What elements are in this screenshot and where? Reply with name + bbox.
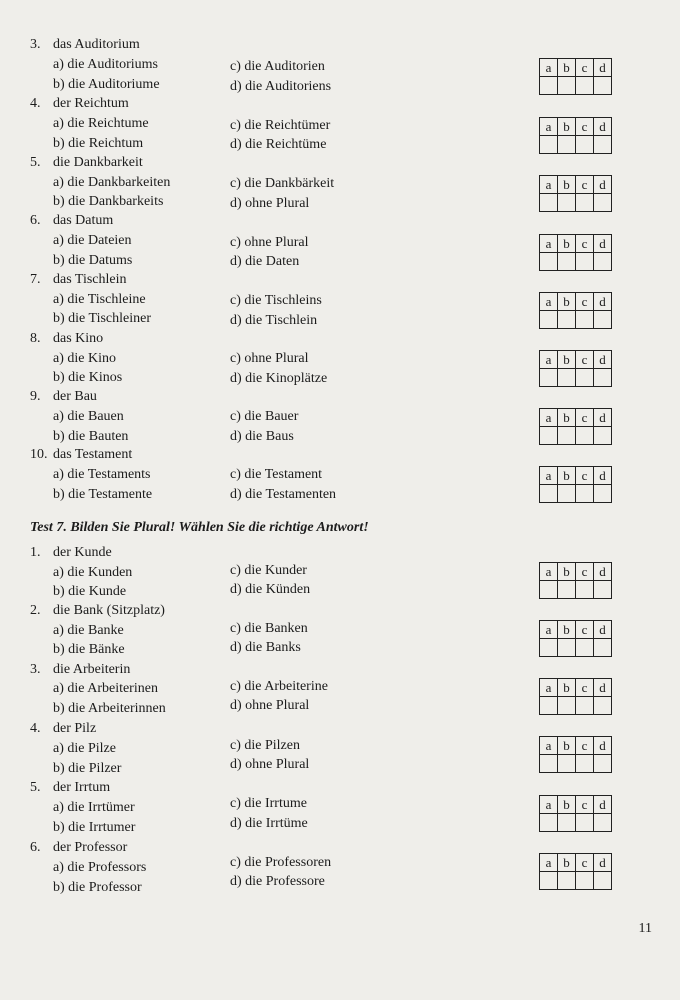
option-b: b) die Auditoriume [53,77,160,92]
answer-box-c[interactable] [576,311,594,329]
option-b: b) die Pilzer [53,761,122,776]
option-c: c) die Irrtume [230,796,307,811]
answer-box-c[interactable] [576,253,594,271]
option-d: d) die Daten [230,254,300,269]
option-c: c) die Banken [230,621,308,636]
answer-grid[interactable] [539,292,612,329]
answer-label-a: a [540,467,558,485]
option-b: b) die Bänke [53,642,125,657]
answer-label-b: b [558,176,576,194]
option-c: c) die Tischleins [230,293,322,308]
answer-box-b[interactable] [558,194,576,212]
answer-box-d[interactable] [594,697,612,715]
answer-label-c: c [576,293,594,311]
item-word: der Bau [53,389,97,404]
answer-label-b: b [558,59,576,77]
option-d: d) die Testamenten [230,487,337,502]
answer-box-a[interactable] [540,581,558,599]
option-c: c) die Auditorien [230,59,325,74]
answer-label-b: b [558,409,576,427]
answer-grid[interactable] [539,736,612,773]
option-d: d) die Banks [230,640,301,655]
item-number: 1. [30,545,41,560]
answer-box-a[interactable] [540,427,558,445]
option-c: c) ohne Plural [230,235,309,250]
answer-box-d[interactable] [594,194,612,212]
answer-box-a[interactable] [540,755,558,773]
page-number: 11 [638,921,652,936]
answer-label-a: a [540,118,558,136]
answer-box-d[interactable] [594,136,612,154]
answer-box-c[interactable] [576,136,594,154]
answer-label-d: d [594,176,612,194]
answer-box-a[interactable] [540,194,558,212]
option-a: a) die Kino [53,351,116,366]
answer-label-a: a [540,409,558,427]
answer-box-d[interactable] [594,485,612,503]
answer-label-d: d [594,293,612,311]
answer-label-a: a [540,563,558,581]
answer-label-d: d [594,796,612,814]
option-d: d) die Auditoriens [230,79,332,94]
answer-box-c[interactable] [576,485,594,503]
answer-box-d[interactable] [594,77,612,95]
answer-label-c: c [576,854,594,872]
answer-label-d: d [594,563,612,581]
answer-label-b: b [558,737,576,755]
option-d: d) ohne Plural [230,757,310,772]
answer-box-c[interactable] [576,194,594,212]
option-b: b) die Reichtum [53,136,144,151]
answer-box-a[interactable] [540,77,558,95]
answer-label-b: b [558,621,576,639]
option-d: d) die Kinoplätze [230,371,328,386]
option-c: c) die Reichtümer [230,118,331,133]
answer-label-a: a [540,796,558,814]
item-number: 10. [30,447,48,462]
option-c: c) die Testament [230,467,323,482]
option-d: d) ohne Plural [230,698,310,713]
answer-grid[interactable] [539,408,612,445]
option-a: a) die Irrtümer [53,800,135,815]
option-c: c) die Bauer [230,409,299,424]
answer-label-c: c [576,59,594,77]
answer-label-c: c [576,737,594,755]
answer-box-d[interactable] [594,581,612,599]
answer-label-c: c [576,796,594,814]
item-word: der Reichtum [53,96,129,111]
answer-label-c: c [576,563,594,581]
option-b: b) die Tischleiner [53,311,151,326]
answer-box-c[interactable] [576,697,594,715]
option-d: d) ohne Plural [230,196,310,211]
item-number: 3. [30,662,41,677]
answer-box-b[interactable] [558,427,576,445]
answer-box-b[interactable] [558,639,576,657]
answer-box-c[interactable] [576,77,594,95]
option-c: c) die Professoren [230,855,332,870]
option-a: a) die Bauen [53,409,124,424]
answer-box-b[interactable] [558,697,576,715]
answer-label-d: d [594,235,612,253]
answer-grid[interactable] [539,795,612,832]
option-d: d) die Reichtüme [230,137,327,152]
item-word: das Auditorium [53,37,140,52]
option-a: a) die Pilze [53,741,116,756]
answer-box-c[interactable] [576,814,594,832]
answer-label-d: d [594,679,612,697]
answer-grid[interactable] [539,562,612,599]
answer-box-b[interactable] [558,136,576,154]
answer-label-b: b [558,563,576,581]
item-number: 6. [30,213,41,228]
answer-box-c[interactable] [576,872,594,890]
answer-box-d[interactable] [594,427,612,445]
answer-box-b[interactable] [558,311,576,329]
option-b: b) die Bauten [53,429,129,444]
answer-label-d: d [594,351,612,369]
option-c: c) die Kunder [230,563,307,578]
answer-box-b[interactable] [558,77,576,95]
answer-box-c[interactable] [576,755,594,773]
option-c: c) ohne Plural [230,351,309,366]
answer-box-b[interactable] [558,485,576,503]
answer-label-c: c [576,235,594,253]
option-c: c) die Dankbärkeit [230,176,335,191]
answer-label-a: a [540,351,558,369]
option-a: a) die Arbeiterinen [53,681,158,696]
item-word: das Testament [53,447,133,462]
item-word: die Dankbarkeit [53,155,143,170]
answer-box-a[interactable] [540,485,558,503]
answer-box-b[interactable] [558,253,576,271]
answer-box-a[interactable] [540,311,558,329]
option-a: a) die Dankbarkeiten [53,175,171,190]
answer-label-b: b [558,679,576,697]
option-a: a) die Testaments [53,467,151,482]
test7-heading: Test 7. Bilden Sie Plural! Wählen Sie die richtige Antwort! [30,520,369,535]
item-number: 5. [30,155,41,170]
item-word: der Pilz [53,721,97,736]
item-word: der Kunde [53,545,112,560]
option-b: b) die Kunde [53,584,127,599]
answer-box-b[interactable] [558,814,576,832]
answer-box-a[interactable] [540,872,558,890]
answer-label-a: a [540,679,558,697]
item-word: das Tischlein [53,272,127,287]
answer-box-a[interactable] [540,136,558,154]
answer-box-d[interactable] [594,639,612,657]
answer-label-b: b [558,796,576,814]
option-d: d) die Irrtüme [230,816,308,831]
answer-box-a[interactable] [540,697,558,715]
answer-label-a: a [540,854,558,872]
answer-box-c[interactable] [576,369,594,387]
answer-grid[interactable] [539,234,612,271]
answer-box-d[interactable] [594,872,612,890]
option-d: d) die Baus [230,429,294,444]
answer-grid[interactable] [539,678,612,715]
option-b: b) die Professor [53,880,142,895]
answer-box-b[interactable] [558,581,576,599]
option-a: a) die Kunden [53,565,133,580]
item-number: 5. [30,780,41,795]
answer-grid[interactable] [539,620,612,657]
answer-label-a: a [540,176,558,194]
item-word: die Arbeiterin [53,662,131,677]
option-c: c) die Arbeiterine [230,679,328,694]
answer-label-c: c [576,621,594,639]
answer-box-b[interactable] [558,872,576,890]
answer-grid[interactable] [539,117,612,154]
option-b: b) die Datums [53,253,133,268]
answer-label-d: d [594,467,612,485]
answer-label-c: c [576,679,594,697]
answer-box-c[interactable] [576,427,594,445]
item-word: die Bank (Sitzplatz) [53,603,165,618]
answer-label-c: c [576,351,594,369]
answer-box-a[interactable] [540,639,558,657]
option-b: b) die Testamente [53,487,153,502]
option-a: a) die Auditoriums [53,57,158,72]
answer-box-d[interactable] [594,814,612,832]
option-a: a) die Dateien [53,233,132,248]
option-c: c) die Pilzen [230,738,300,753]
item-word: das Datum [53,213,114,228]
answer-label-d: d [594,118,612,136]
option-b: b) die Dankbarkeits [53,194,164,209]
answer-grid[interactable] [539,58,612,95]
answer-label-b: b [558,293,576,311]
option-d: d) die Künden [230,582,311,597]
answer-label-b: b [558,467,576,485]
option-b: b) die Irrtumer [53,820,136,835]
answer-box-c[interactable] [576,639,594,657]
answer-label-a: a [540,235,558,253]
option-a: a) die Banke [53,623,124,638]
answer-box-d[interactable] [594,755,612,773]
answer-label-d: d [594,409,612,427]
answer-label-c: c [576,176,594,194]
item-number: 2. [30,603,41,618]
answer-label-b: b [558,854,576,872]
option-a: a) die Tischleine [53,292,146,307]
option-a: a) die Reichtume [53,116,149,131]
option-a: a) die Professors [53,860,147,875]
option-b: b) die Kinos [53,370,123,385]
answer-box-b[interactable] [558,755,576,773]
option-d: d) die Professore [230,874,325,889]
item-number: 7. [30,272,41,287]
answer-label-c: c [576,467,594,485]
item-number: 8. [30,331,41,346]
answer-grid[interactable] [539,175,612,212]
answer-label-d: d [594,621,612,639]
answer-box-c[interactable] [576,581,594,599]
answer-label-c: c [576,409,594,427]
answer-label-a: a [540,293,558,311]
option-d: d) die Tischlein [230,313,318,328]
answer-grid[interactable] [539,466,612,503]
answer-box-d[interactable] [594,369,612,387]
answer-box-d[interactable] [594,311,612,329]
answer-label-b: b [558,118,576,136]
answer-label-d: d [594,737,612,755]
item-number: 9. [30,389,41,404]
answer-box-d[interactable] [594,253,612,271]
answer-label-a: a [540,59,558,77]
option-b: b) die Arbeiterinnen [53,701,166,716]
answer-grid[interactable] [539,350,612,387]
item-word: der Irrtum [53,780,111,795]
item-number: 6. [30,840,41,855]
answer-label-d: d [594,59,612,77]
answer-box-a[interactable] [540,814,558,832]
answer-label-b: b [558,235,576,253]
answer-box-a[interactable] [540,369,558,387]
answer-label-c: c [576,118,594,136]
item-word: der Professor [53,840,128,855]
answer-label-a: a [540,737,558,755]
answer-label-d: d [594,854,612,872]
answer-grid[interactable] [539,853,612,890]
answer-box-b[interactable] [558,369,576,387]
answer-box-a[interactable] [540,253,558,271]
item-number: 4. [30,96,41,111]
answer-label-b: b [558,351,576,369]
item-number: 3. [30,37,41,52]
item-number: 4. [30,721,41,736]
answer-label-a: a [540,621,558,639]
item-word: das Kino [53,331,104,346]
